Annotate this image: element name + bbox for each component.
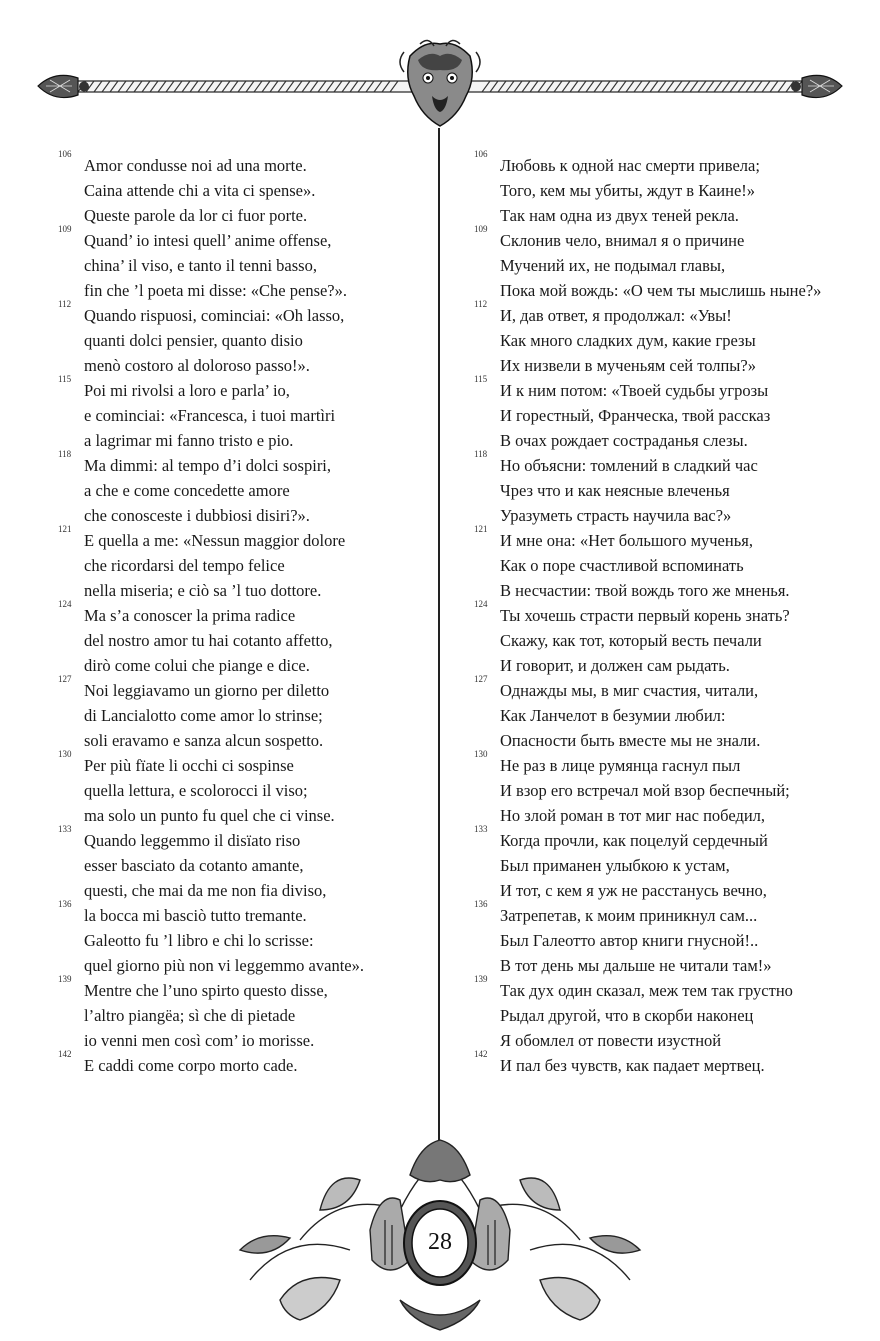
column-divider [438,128,440,1148]
verse-line: Мучений их, не подымал главы, [500,256,726,275]
verse-line: 106 Любовь к одной нас смерти привела; [474,149,760,175]
left-finial [38,75,89,97]
verse-line: 112 Quando rispuosi, cominciai: «Oh lasso, [58,299,345,325]
line-number: 136 [474,899,488,909]
verse-line: Так нам одна из двух теней рекла. [500,206,739,225]
line-number: 109 [58,224,72,234]
verse-line: 130 Не раз в лице румянца гаснул пыл [474,749,741,775]
verse-line: Опасности быть вместе мы не знали. [500,731,761,750]
verse-line: В тот день мы дальше не читали там!» [500,956,772,975]
tercet [474,749,864,828]
verse-line: 142 E caddi come corpo morto cade. [58,1049,298,1075]
line-number: 142 [474,1049,488,1059]
tercet [474,974,864,1053]
verse-line: Был приманен улыбкою к устам, [500,856,730,875]
verse-line: del nostro amor tu hai cotanto affetto, [84,631,333,650]
verse-line: Уразуметь страсть научила вас?» [500,506,732,525]
line-number: 121 [58,524,72,534]
verse-line: Того, кем мы убиты, ждут в Каине!» [500,181,756,200]
verse-line: 139 Mentre che l’uno spirto questo disse, [58,974,328,1000]
verse-line: questi, che mai da me non fia diviso, [84,881,327,900]
verse-line: Был Галеотто автор книги гнусной!.. [500,931,759,950]
verse-line: 112 И, дав ответ, я продолжал: «Увы! [474,299,732,325]
page-number: 28 [428,1229,452,1255]
line-number: 106 [474,149,488,159]
top-ornament [0,0,880,140]
verse-line: Queste parole da lor ci fuor porte. [84,206,308,225]
line-number: 121 [474,524,488,534]
verse-line: l’altro piangëa; sì che di pietade [84,1006,296,1025]
verse-line: 118 Ma dimmi: al tempo d’i dolci sospiri, [58,449,332,475]
line-number: 133 [58,824,72,834]
line-number: 115 [58,374,72,384]
verse-line: a lagrimar mi fanno tristo e pio. [84,431,294,450]
verse-line: ma solo un punto fu quel che ci vinse. [84,806,335,825]
tercet [474,899,864,978]
verse-line: Скажу, как тот, который весть печали [500,631,762,650]
verse-line: Пока мой вождь: «О чем ты мыслишь ныне?» [500,281,822,300]
verse-line: Как о поре счастливой вспоминать [500,556,744,575]
verse-line: Galeotto fu ’l libro e chi lo scrisse: [84,931,314,950]
verse-line: Их низвели в мученьям сей толпы?» [500,356,756,375]
tercet [58,524,428,603]
verse-line: 115 Poi mi rivolsi a loro e parla’ io, [58,374,290,400]
tercet [474,674,864,753]
tercet [58,224,428,303]
verse-line: Но злой роман в тот миг нас победил, [500,806,766,825]
tercet [474,299,864,378]
verse-line: fin che ’l poeta mi disse: «Che pense?». [84,281,348,300]
line-number: 127 [474,674,488,684]
line-number: 136 [58,899,72,909]
verse-line: В несчастии: твой вождь того же мненья. [500,581,790,600]
verse-line: soli eravamo e sanza alcun sospetto. [84,731,324,750]
tercet [474,149,864,228]
verse-line: Я обомлел от повести изустной [500,1031,722,1050]
verse-line: Caina attende chi a vita ci spense». [84,181,316,200]
verse-line: 136 Затрепетав, к моим приникнул сам... [474,899,758,925]
verse-line: 121 E quella a me: «Nessun maggior dolore [58,524,346,550]
tercet [58,974,428,1053]
line-number: 139 [474,974,488,984]
verse-line: И горестный, Франческа, твой рассказ [500,406,771,425]
tercet [58,299,428,378]
tercet [58,449,428,528]
verse-line: di Lancialotto come amor lo strinse; [84,706,323,725]
line-number: 118 [58,449,72,459]
verse-line: 118 Но объясни: томлений в сладкий час [474,449,758,475]
verse-line: 130 Per più fïate li occhi ci sospinse [58,749,294,775]
verse-line: 109 Quand’ io intesi quell’ anime offense, [58,224,332,250]
line-number: 106 [58,149,72,159]
verse-line: 142 И пал без чувств, как падает мертвец. [474,1049,765,1075]
verse-line: dirò come colui che piange e dice. [84,656,310,675]
verse-line: nella miseria; e ciò sa ’l tuo dottore. [84,581,322,600]
line-number: 112 [474,299,488,309]
tercet [58,824,428,903]
line-number: 127 [58,674,72,684]
line-number: 133 [474,824,488,834]
verse-line: 109 Склонив чело, внимал я о причине [474,224,745,250]
tercet [58,749,428,828]
verse-line: Как много сладких дум, какие грезы [500,331,756,350]
tercet [58,899,428,978]
verse-line: esser basciato da cotanto amante, [84,856,304,875]
tercet [58,599,428,678]
tercet [474,224,864,303]
verse-line: 133 Quando leggemmo il disïato riso [58,824,301,850]
tercet [58,149,428,228]
verse-line: Чрез что и как неясные влеченья [500,481,730,500]
verse-line: china’ il viso, e tanto il tenni basso, [84,256,317,275]
verse-line: a che e come concedette amore [84,481,290,500]
verse-line: menò costoro al doloroso passo!». [84,356,310,375]
verse-line: И тот, с кем я уж не расстанусь вечно, [500,881,767,900]
line-number: 109 [474,224,488,234]
verse-line: 124 Ma s’a conoscer la prima radice [58,599,296,625]
tercet [474,824,864,903]
verse-line: В очах рождает состраданья слезы. [500,431,748,450]
verse-line: quel giorno più non vi leggemmo avante». [84,956,364,975]
russian-column [474,149,864,1078]
verse-line: Как Ланчелот в безумии любил: [500,706,726,725]
verse-line: 121 И мне она: «Нет большого мученья, [474,524,753,550]
lion-mask-ornament [400,40,480,126]
verse-line: 106 Amor condusse noi ad una morte. [58,149,307,175]
line-number: 130 [58,749,72,759]
tercet [58,1049,428,1078]
line-number: 130 [474,749,488,759]
verse-line: И говорит, и должен сам рыдать. [500,656,730,675]
tercet [58,374,428,453]
line-number: 112 [58,299,72,309]
tercet [58,674,428,753]
tercet [474,599,864,678]
verse-line: che ricordarsi del tempo felice [84,556,285,575]
verse-line: 136 la bocca mi basciò tutto tremante. [58,899,307,925]
verse-line: 127 Noi leggiavamo un giorno per diletto [58,674,330,700]
line-number: 124 [474,599,488,609]
verse-line: 115 И к ним потом: «Твоей судьбы угрозы [474,374,769,400]
verse-line: 133 Когда прочли, как поцелуй сердечный [474,824,768,850]
tercet [474,1049,864,1078]
line-number: 115 [474,374,488,384]
verse-line: 139 Так дух один сказал, меж тем так грустно [474,974,793,1000]
verse-line: io venni men così com’ io morisse. [84,1031,315,1050]
verse-line: quanti dolci pensier, quanto disio [84,331,303,350]
italian-column [58,149,428,1078]
line-number: 139 [58,974,72,984]
verse-line: Рыдал другой, что в скорби наконец [500,1006,754,1025]
right-finial [791,75,842,97]
line-number: 118 [474,449,488,459]
verse-line: 127 Однажды мы, в миг счастия, читали, [474,674,759,700]
line-number: 142 [58,1049,72,1059]
tercet [474,524,864,603]
line-number: 124 [58,599,72,609]
tercet [474,449,864,528]
verse-line: quella lettura, e scolorocci il viso; [84,781,308,800]
verse-line: e cominciai: «Francesca, i tuoi martìri [84,406,336,425]
verse-line: И взор его встречал мой взор беспечный; [500,781,790,800]
tercet [474,374,864,453]
verse-line: 124 Ты хочешь страсти первый корень знать? [474,599,790,625]
verse-line: che conosceste i dubbiosi disiri?». [84,506,310,525]
